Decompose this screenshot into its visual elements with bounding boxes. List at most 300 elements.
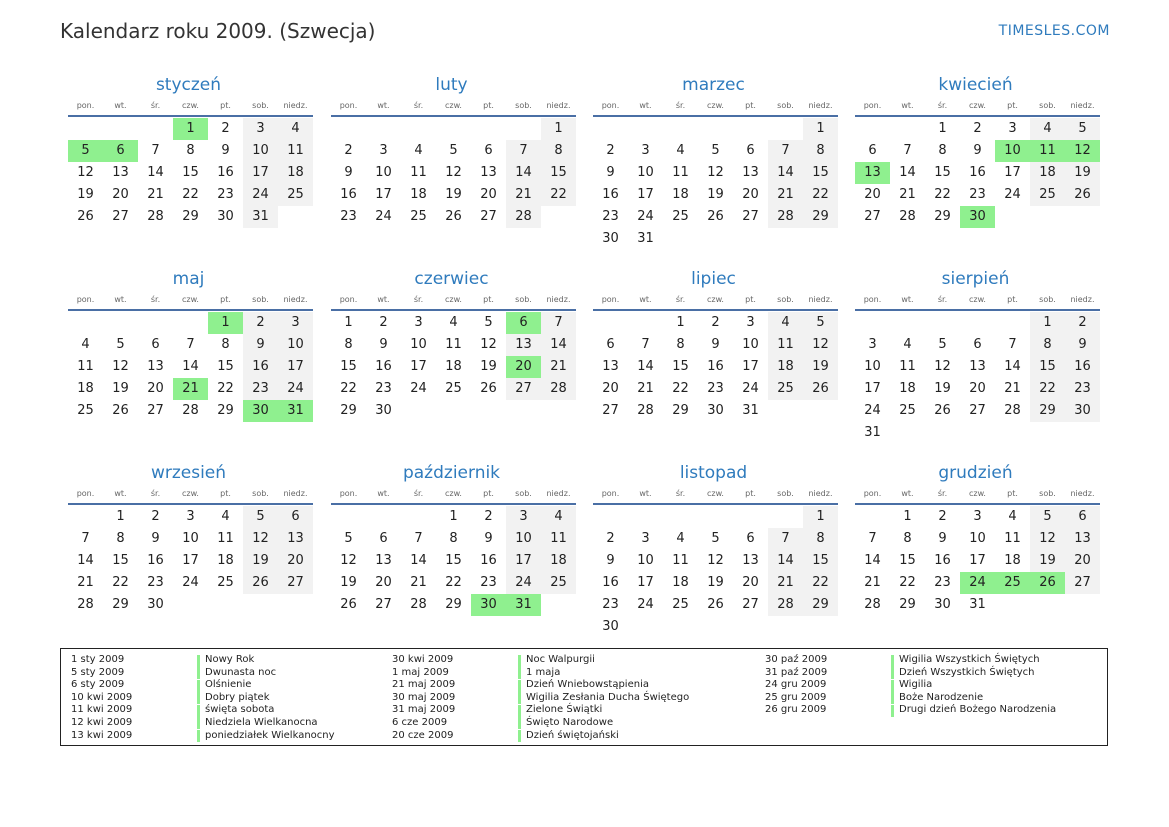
day-cell: 16 (375, 359, 392, 374)
legend-holiday-name: Święto Narodowe (526, 716, 614, 728)
day-cell: 20 (742, 187, 759, 202)
day-cell: 17 (182, 553, 199, 568)
weekday-label: sob. (515, 101, 532, 110)
day-cell: 26 (480, 381, 497, 396)
day-cell: 12 (77, 165, 94, 180)
weekday-label: niedz. (283, 295, 308, 304)
empty-cell (925, 312, 960, 334)
month-block (593, 74, 838, 250)
day-cell: 21 (768, 184, 803, 206)
day-cell: 26 (1065, 184, 1100, 206)
day-cell: 17 (375, 187, 392, 202)
day-cell: 6 (379, 531, 388, 546)
holiday-marker (891, 692, 894, 704)
day-cell: 3 (641, 143, 650, 158)
day-cell: 31 (742, 403, 759, 418)
day-cell: 22 (899, 575, 916, 590)
legend-date: 30 paź 2009 (765, 654, 828, 665)
day-cell: 13 (1065, 528, 1100, 550)
empty-cell (855, 118, 890, 140)
day-cell: 26 (243, 572, 278, 594)
day-cell: 15 (541, 162, 576, 184)
day-cell: 14 (768, 550, 803, 572)
day-cell: 21 (410, 575, 427, 590)
legend-holiday-name: Noc Walpurgii (526, 654, 595, 665)
day-cell: 16 (243, 356, 278, 378)
weekday-label: sob. (777, 295, 794, 304)
site-link[interactable]: TIMESLES.COM (998, 23, 1110, 39)
empty-cell (995, 312, 1030, 334)
day-cell: 4 (768, 312, 803, 334)
day-cell: 16 (969, 165, 986, 180)
day-cell: 3 (973, 509, 982, 524)
weekday-label: śr. (150, 295, 161, 304)
day-cell: 2 (344, 143, 353, 158)
month-name: lipiec (691, 269, 736, 289)
day-cell: 22 (445, 575, 462, 590)
day-cell: 11 (672, 553, 689, 568)
weekday-label: śr. (937, 489, 948, 498)
legend-holiday-name: Drugi dzień Bożego Narodzenia (899, 704, 1057, 716)
legend-item (392, 730, 689, 743)
day-cell: 12 (934, 359, 951, 374)
day-cell: 9 (1065, 334, 1100, 356)
day-cell: 19 (243, 550, 278, 572)
day-cell: 25 (672, 597, 689, 612)
day-cell: 7 (186, 337, 195, 352)
day-cell: 5 (711, 143, 720, 158)
holiday-day-cell: 13 (855, 162, 890, 184)
weekday-label: wt. (639, 101, 652, 110)
day-cell: 21 (541, 356, 576, 378)
holiday-marker (518, 655, 521, 667)
holiday-day-cell: 21 (173, 378, 208, 400)
day-cell: 28 (864, 597, 881, 612)
day-cell: 16 (602, 575, 619, 590)
legend-date: 11 kwi 2009 (71, 704, 133, 716)
weekday-header (855, 487, 1100, 503)
day-cell: 22 (1030, 378, 1065, 400)
day-cell: 23 (147, 575, 164, 590)
day-cell: 18 (768, 356, 803, 378)
day-cell: 3 (379, 143, 388, 158)
day-cell: 1 (676, 315, 685, 330)
holiday-marker (518, 705, 521, 717)
weekday-label: wt. (901, 489, 914, 498)
weekday-label: sob. (252, 489, 269, 498)
weekday-label: sob. (515, 295, 532, 304)
day-cell: 7 (768, 140, 803, 162)
day-cell: 22 (934, 187, 951, 202)
legend-date: 26 gru 2009 (765, 704, 827, 716)
day-cell: 24 (864, 403, 881, 418)
month-name: styczeń (155, 75, 222, 95)
day-cell: 12 (707, 553, 724, 568)
month-block (855, 74, 1100, 228)
legend-date: 21 maj 2009 (392, 679, 456, 691)
weekday-header (855, 293, 1100, 309)
empty-cell (103, 118, 138, 140)
day-cell: 25 (672, 209, 689, 224)
weekday-label: śr. (937, 101, 948, 110)
weekday-label: czw. (969, 489, 986, 498)
header-divider (68, 503, 313, 505)
weekday-label: sob. (777, 101, 794, 110)
day-cell: 16 (147, 553, 164, 568)
day-cell: 8 (186, 143, 195, 158)
day-cell: 15 (934, 165, 951, 180)
header-divider (593, 503, 838, 505)
weekday-header (331, 487, 576, 503)
holiday-marker (197, 680, 200, 692)
legend-holiday-name: Wigilia (899, 679, 933, 691)
day-cell: 3 (278, 312, 313, 334)
legend-date: 12 kwi 2009 (71, 716, 133, 728)
holiday-marker (891, 667, 894, 679)
weekday-header (68, 293, 313, 309)
day-cell: 4 (449, 315, 458, 330)
legend-date: 6 cze 2009 (392, 716, 448, 728)
month-block (68, 268, 313, 422)
day-cell: 15 (1030, 356, 1065, 378)
day-cell: 19 (445, 187, 462, 202)
legend-date: 10 kwi 2009 (71, 691, 133, 703)
weekday-label: śr. (675, 489, 686, 498)
day-grid (855, 312, 1100, 444)
day-cell: 5 (449, 143, 458, 158)
day-cell: 27 (506, 378, 541, 400)
weekday-label: wt. (114, 101, 127, 110)
day-cell: 24 (637, 597, 654, 612)
weekday-header (855, 99, 1100, 115)
weekday-label: pon. (339, 489, 358, 498)
day-cell: 11 (1004, 531, 1021, 546)
day-cell: 19 (707, 575, 724, 590)
weekday-label: sob. (252, 101, 269, 110)
weekday-label: śr. (675, 295, 686, 304)
month-name: grudzień (938, 463, 1013, 483)
day-cell: 22 (541, 184, 576, 206)
legend-column (71, 654, 335, 742)
day-cell: 17 (506, 550, 541, 572)
header-divider (855, 309, 1100, 311)
legend-date: 31 maj 2009 (392, 704, 456, 716)
day-cell: 31 (864, 425, 881, 440)
day-cell: 25 (217, 575, 234, 590)
legend-holiday-name: Dzień Wniebowstąpienia (526, 679, 649, 691)
day-cell: 30 (602, 231, 619, 246)
day-cell: 8 (221, 337, 230, 352)
day-cell: 22 (340, 381, 357, 396)
empty-cell (68, 312, 103, 334)
day-cell: 15 (803, 550, 838, 572)
weekday-label: pt. (483, 489, 494, 498)
empty-cell (401, 506, 436, 528)
day-cell: 23 (707, 381, 724, 396)
legend-item (71, 704, 335, 717)
legend-holiday-name: Nowy Rok (205, 654, 255, 665)
header-divider (331, 503, 576, 505)
day-cell: 5 (803, 312, 838, 334)
day-cell: 16 (707, 359, 724, 374)
day-cell: 22 (112, 575, 129, 590)
day-cell: 11 (445, 337, 462, 352)
weekday-header (68, 99, 313, 115)
weekday-header (68, 487, 313, 503)
weekday-label: czw. (182, 295, 199, 304)
day-cell: 13 (742, 553, 759, 568)
weekday-label: czw. (182, 101, 199, 110)
holiday-day-cell: 1 (173, 118, 208, 140)
header-divider (68, 309, 313, 311)
day-cell: 9 (484, 531, 493, 546)
legend-date: 5 sty 2009 (71, 666, 125, 678)
legend-holiday-name: Dzień świętojański (526, 729, 619, 741)
holiday-marker (197, 717, 200, 729)
day-cell: 6 (746, 143, 755, 158)
weekday-label: niedz. (283, 101, 308, 110)
empty-cell (471, 118, 506, 140)
day-cell: 23 (480, 575, 497, 590)
day-cell: 2 (243, 312, 278, 334)
day-cell: 20 (278, 550, 313, 572)
holiday-day-cell: 6 (506, 312, 541, 334)
legend-item (71, 654, 335, 667)
day-cell: 3 (641, 531, 650, 546)
day-cell: 18 (672, 187, 689, 202)
day-cell: 3 (506, 506, 541, 528)
day-cell: 1 (803, 506, 838, 528)
day-cell: 2 (151, 509, 160, 524)
holiday-marker (891, 655, 894, 667)
day-cell: 26 (707, 597, 724, 612)
day-cell: 26 (340, 597, 357, 612)
holiday-day-cell: 6 (103, 140, 138, 162)
day-cell: 26 (77, 209, 94, 224)
header-divider (331, 309, 576, 311)
day-cell: 28 (182, 403, 199, 418)
empty-cell (593, 506, 628, 528)
holiday-day-cell: 30 (960, 206, 995, 228)
day-cell: 29 (672, 403, 689, 418)
day-cell: 20 (969, 381, 986, 396)
weekday-label: sob. (1039, 101, 1056, 110)
legend-date: 24 gru 2009 (765, 679, 827, 691)
holiday-marker (197, 730, 200, 742)
day-cell: 29 (934, 209, 951, 224)
weekday-label: pon. (863, 295, 882, 304)
day-cell: 10 (864, 359, 881, 374)
weekday-label: sob. (515, 489, 532, 498)
day-cell: 8 (449, 531, 458, 546)
empty-cell (628, 506, 663, 528)
day-cell: 27 (742, 597, 759, 612)
day-cell: 21 (864, 575, 881, 590)
day-cell: 29 (803, 206, 838, 228)
day-cell: 30 (934, 597, 951, 612)
day-cell: 23 (934, 575, 951, 590)
holiday-marker (518, 667, 521, 679)
legend-date: 6 sty 2009 (71, 679, 125, 691)
weekday-label: wt. (377, 489, 390, 498)
weekday-label: pon. (76, 101, 95, 110)
day-cell: 22 (217, 381, 234, 396)
day-cell: 10 (243, 140, 278, 162)
day-cell: 1 (116, 509, 125, 524)
day-cell: 12 (445, 165, 462, 180)
day-cell: 27 (375, 597, 392, 612)
day-cell: 24 (742, 381, 759, 396)
header-divider (331, 115, 576, 117)
holiday-day-cell: 11 (1030, 140, 1065, 162)
day-cell: 9 (151, 531, 160, 546)
weekday-label: wt. (901, 101, 914, 110)
weekday-label: pt. (483, 295, 494, 304)
day-cell: 4 (1030, 118, 1065, 140)
day-grid (855, 506, 1100, 616)
day-cell: 7 (541, 312, 576, 334)
day-cell: 11 (77, 359, 94, 374)
day-cell: 1 (449, 509, 458, 524)
day-cell: 25 (768, 378, 803, 400)
day-cell: 27 (147, 403, 164, 418)
legend-date: 30 maj 2009 (392, 691, 456, 703)
day-cell: 29 (217, 403, 234, 418)
day-cell: 29 (445, 597, 462, 612)
month-name: marzec (682, 75, 745, 95)
legend-date: 30 kwi 2009 (392, 654, 454, 665)
day-cell: 6 (1065, 506, 1100, 528)
day-cell: 18 (77, 381, 94, 396)
day-cell: 1 (344, 315, 353, 330)
legend-date: 31 paź 2009 (765, 666, 828, 678)
day-cell: 28 (637, 403, 654, 418)
day-cell: 8 (541, 140, 576, 162)
month-block (331, 268, 576, 422)
day-cell: 23 (217, 187, 234, 202)
weekday-label: śr. (413, 101, 424, 110)
holiday-day-cell: 24 (960, 572, 995, 594)
day-grid (68, 506, 313, 616)
day-cell: 24 (506, 572, 541, 594)
weekday-label: czw. (182, 489, 199, 498)
empty-cell (733, 118, 768, 140)
weekday-label: śr. (937, 295, 948, 304)
day-cell: 18 (541, 550, 576, 572)
weekday-label: czw. (707, 101, 724, 110)
holiday-marker (197, 655, 200, 667)
holiday-marker (518, 680, 521, 692)
day-cell: 9 (711, 337, 720, 352)
day-cell: 6 (606, 337, 615, 352)
day-cell: 14 (541, 334, 576, 356)
weekday-label: pt. (745, 295, 756, 304)
holiday-legend (60, 648, 1108, 746)
day-cell: 8 (116, 531, 125, 546)
empty-cell (68, 506, 103, 528)
weekday-label: pt. (745, 101, 756, 110)
day-cell: 27 (278, 572, 313, 594)
legend-holiday-name: Dzień Wszystkich Świętych (899, 666, 1035, 678)
day-cell: 5 (1030, 506, 1065, 528)
day-cell: 6 (746, 531, 755, 546)
legend-holiday-name: Wigilia Zesłania Ducha Świętego (526, 691, 690, 703)
weekday-label: pon. (339, 101, 358, 110)
day-cell: 24 (1004, 187, 1021, 202)
legend-item (765, 667, 1056, 680)
day-cell: 14 (1004, 359, 1021, 374)
day-cell: 23 (969, 187, 986, 202)
weekday-label: śr. (150, 489, 161, 498)
day-cell: 11 (672, 165, 689, 180)
day-cell: 13 (506, 334, 541, 356)
day-cell: 22 (182, 187, 199, 202)
day-cell: 10 (375, 165, 392, 180)
day-cell: 5 (484, 315, 493, 330)
day-cell: 21 (899, 187, 916, 202)
day-cell: 12 (340, 553, 357, 568)
day-cell: 25 (899, 403, 916, 418)
day-cell: 21 (147, 187, 164, 202)
day-cell: 13 (375, 553, 392, 568)
day-cell: 21 (506, 184, 541, 206)
day-cell: 2 (221, 121, 230, 136)
day-cell: 14 (410, 553, 427, 568)
month-name: luty (435, 75, 468, 95)
day-cell: 13 (602, 359, 619, 374)
day-cell: 12 (1030, 528, 1065, 550)
weekday-label: pon. (76, 295, 95, 304)
day-cell: 6 (278, 506, 313, 528)
legend-item (765, 704, 1056, 717)
day-cell: 5 (938, 337, 947, 352)
holiday-marker (197, 705, 200, 717)
legend-holiday-name: Dobry piątek (205, 691, 270, 703)
day-cell: 9 (938, 531, 947, 546)
holiday-day-cell: 20 (506, 356, 541, 378)
day-cell: 4 (278, 118, 313, 140)
month-block (331, 74, 576, 228)
day-cell: 27 (864, 209, 881, 224)
month-block (68, 462, 313, 616)
day-cell: 14 (77, 553, 94, 568)
day-cell: 8 (676, 337, 685, 352)
empty-cell (768, 506, 803, 528)
empty-cell (331, 506, 366, 528)
day-cell: 19 (77, 187, 94, 202)
month-block (593, 462, 838, 638)
day-cell: 25 (541, 572, 576, 594)
day-cell: 18 (278, 162, 313, 184)
day-cell: 14 (899, 165, 916, 180)
month-name: listopad (679, 463, 748, 483)
day-cell: 22 (803, 184, 838, 206)
day-cell: 31 (969, 597, 986, 612)
day-cell: 27 (742, 209, 759, 224)
legend-item (71, 730, 335, 743)
day-cell: 24 (410, 381, 427, 396)
legend-item (71, 679, 335, 692)
empty-cell (663, 118, 698, 140)
day-cell: 6 (484, 143, 493, 158)
day-cell: 22 (803, 572, 838, 594)
day-cell: 28 (410, 597, 427, 612)
day-cell: 9 (606, 553, 615, 568)
day-cell: 24 (637, 209, 654, 224)
day-cell: 20 (602, 381, 619, 396)
weekday-label: niedz. (808, 101, 833, 110)
legend-date: 1 sty 2009 (71, 654, 125, 665)
